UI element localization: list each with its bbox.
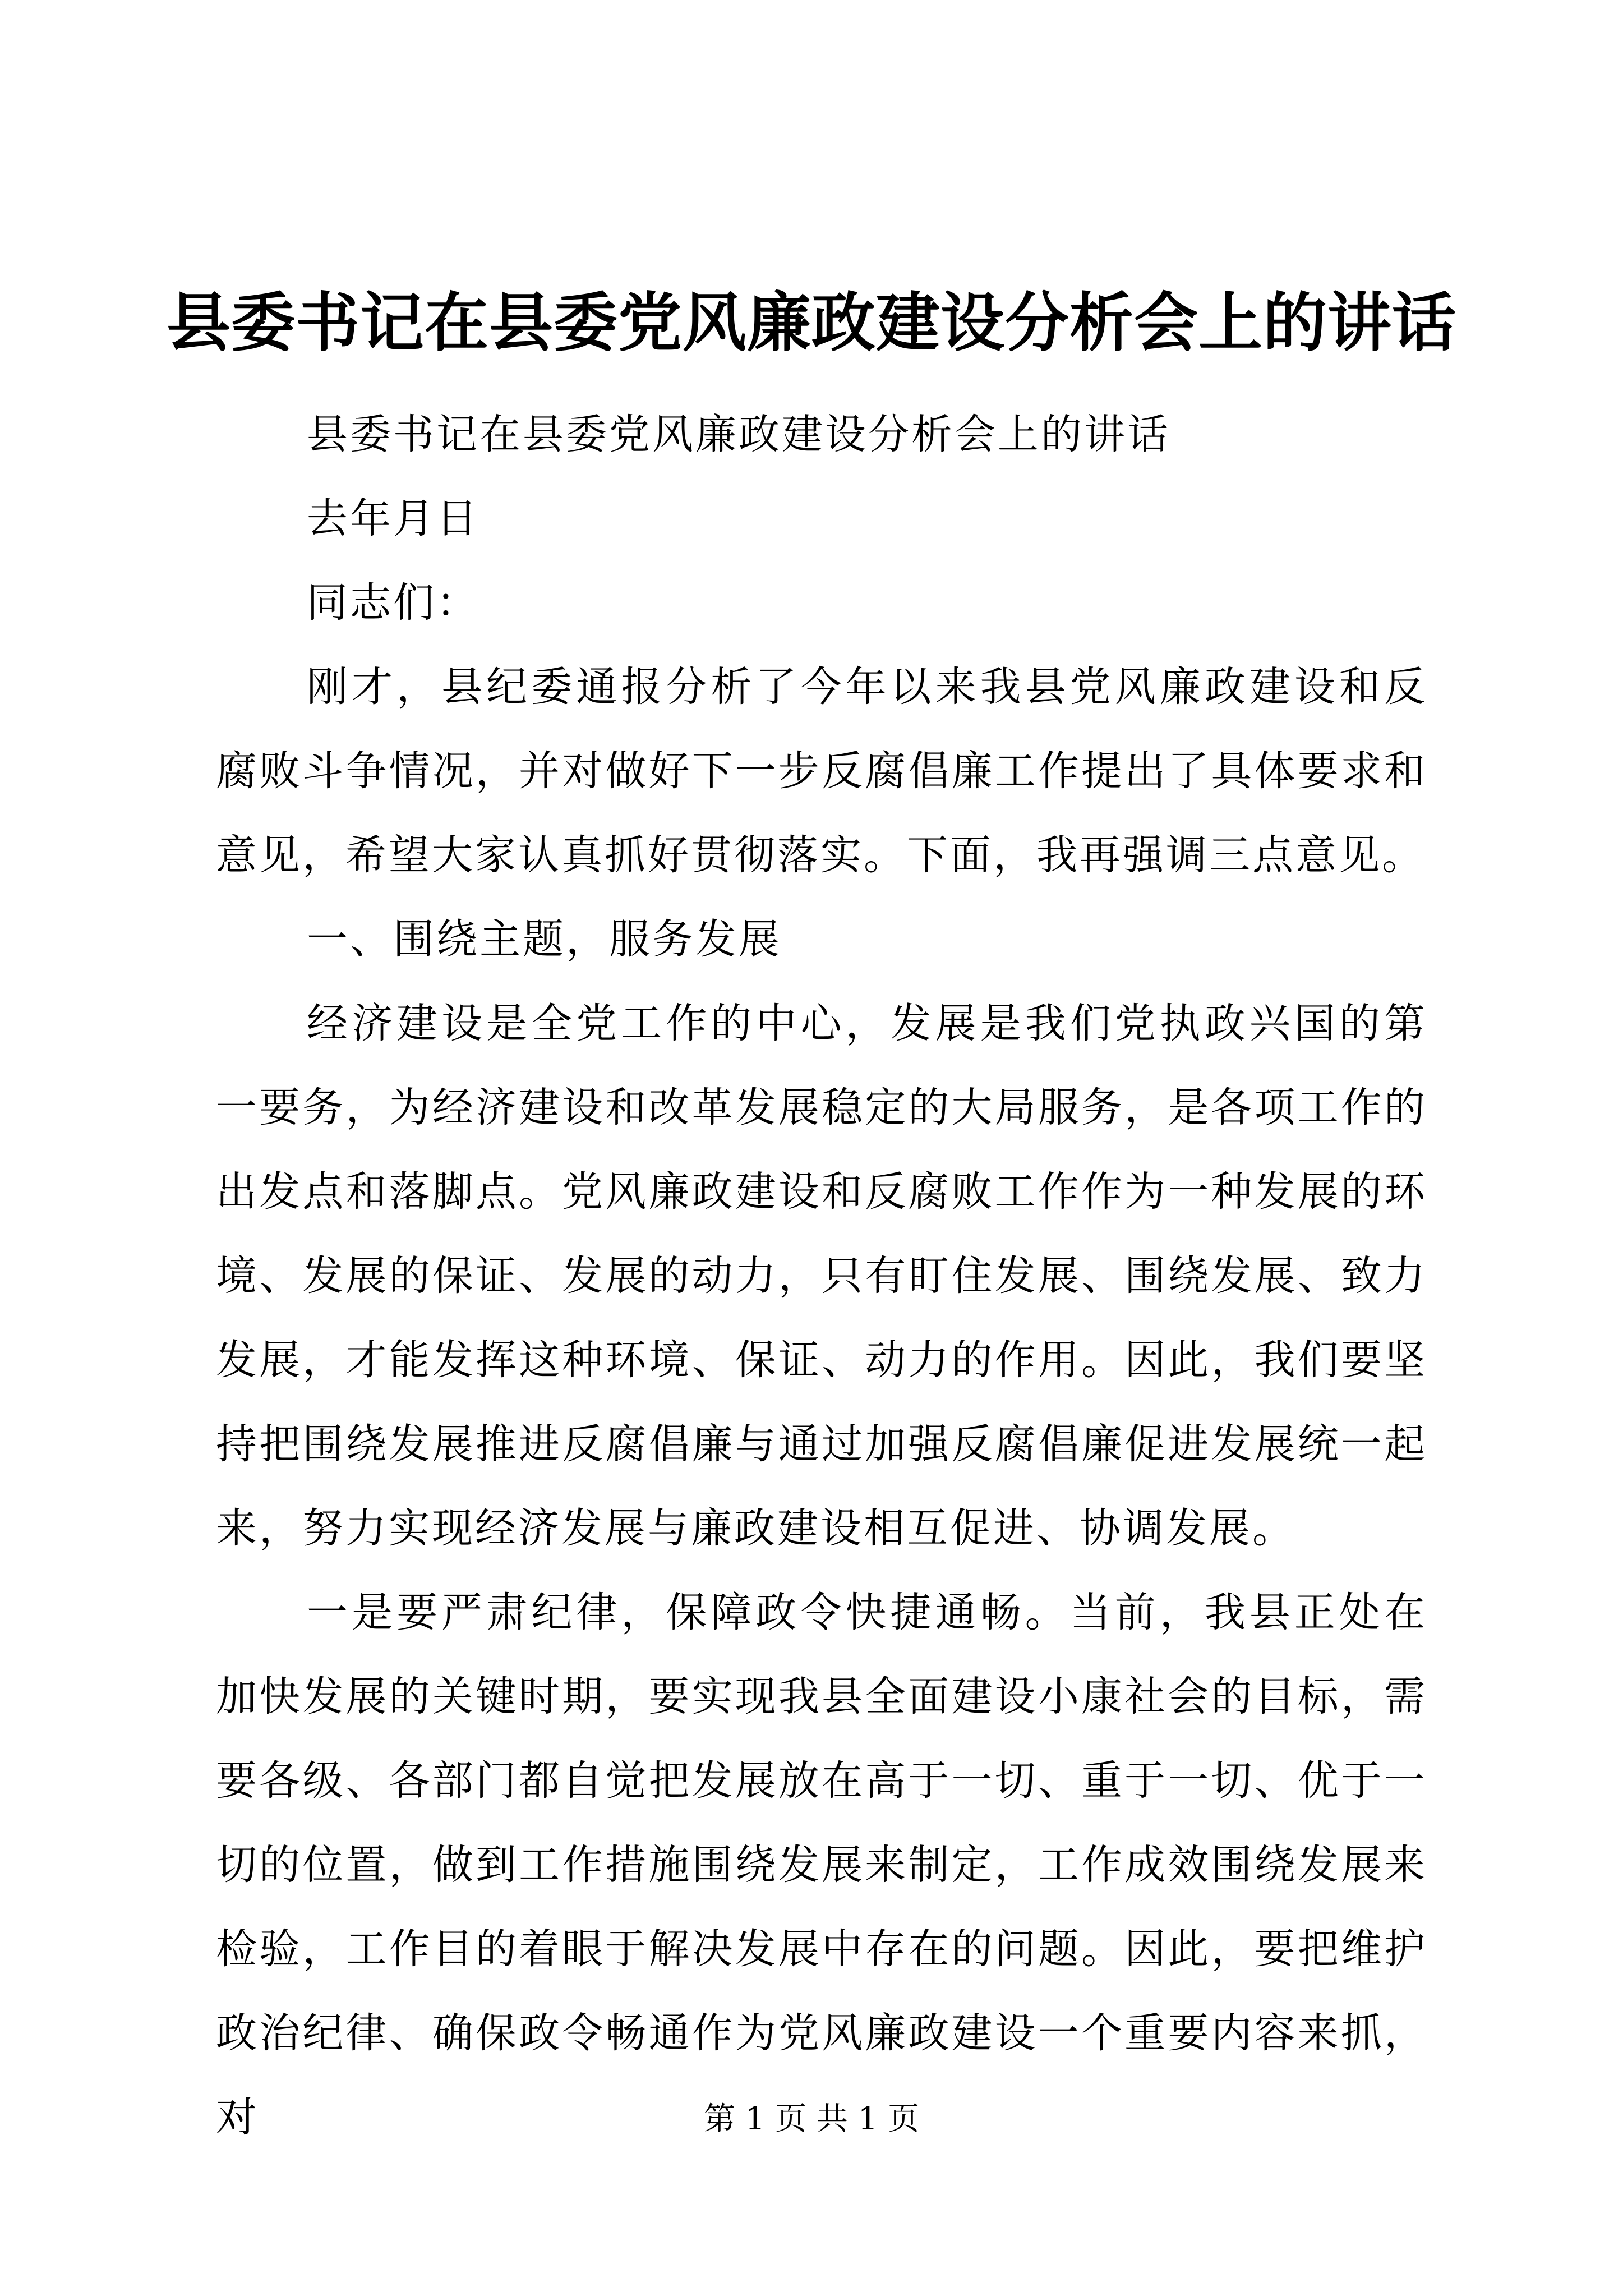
- document-body: [216, 393, 1427, 2160]
- paragraph-economy: 经济建设是全党工作的中心，发展是我们党执政兴国的第一要务，为经济建设和改革发展稳定的大局服务，是各项工作的出发点和落脚点。党风廉政建设和反腐败工作作为一种发展的环境、发展的保证、发展的动力，只有盯住发展、围绕发展、致力发展，才能发挥这种环境、保证、动力的作用。因此，我们要坚持把围绕发展推进反腐倡廉与通过加强反腐倡廉促进发展统一起来，努力实现经济发展与廉政建设相互促进、协调发展。: [216, 1000, 1427, 1552]
- paragraph-discipline: 一是要严肃纪律，保障政令快捷通畅。当前，我县正处在加快发展的关键时期，要实现我县全面建设小康社会的目标，需要各级、各部门都自觉把发展放在高于一切、重于一切、优于一切的位置，做到工作措施围绕发展来制定，工作成效围绕发展来检验，工作目的着眼于解决发展中存在的问题。因此，要把维护政治纪律、确保政令畅通作为党风廉政建设一个重要内容来抓，对: [216, 1589, 1427, 2141]
- paragraph-intro: 刚才，县纪委通报分析了今年以来我县党风廉政建设和反腐败斗争情况，并对做好下一步反腐倡廉工作提出了具体要求和意见，希望大家认真抓好贯彻落实。下面，我再强调三点意见。: [216, 663, 1427, 879]
- paragraph-salutation: 同志们：: [307, 579, 479, 627]
- page-number-footer: 第 1 页 共 1 页: [703, 2101, 920, 2137]
- section-heading-1: 一、围绕主题，服务发展: [307, 915, 782, 963]
- document-title: 县委书记在县委党风廉政建设分析会上的讲话: [166, 285, 1456, 360]
- paragraph-subtitle: 县委书记在县委党风廉政建设分析会上的讲话: [307, 411, 1170, 458]
- paragraph-date: 去年月日: [307, 495, 479, 542]
